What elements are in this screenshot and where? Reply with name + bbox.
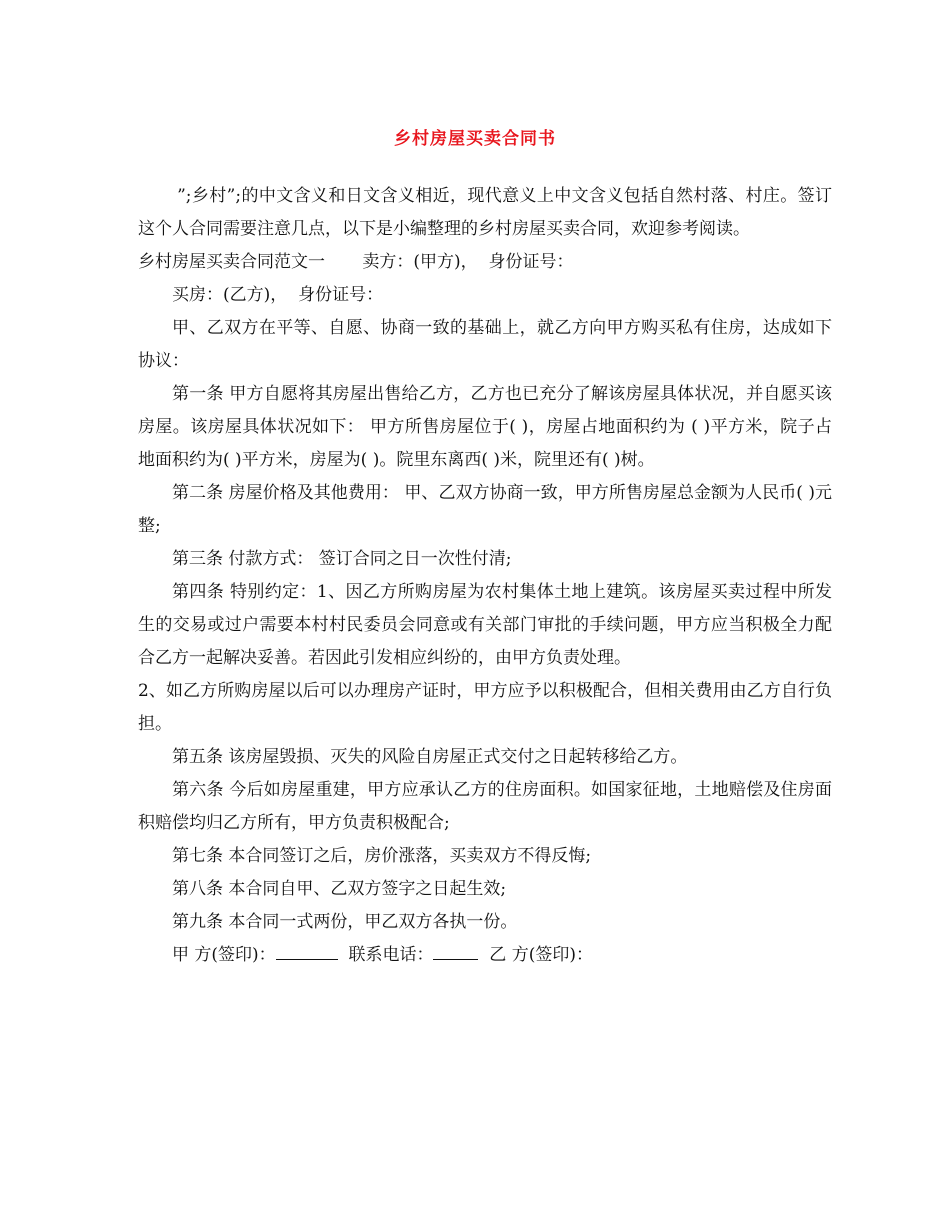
article-4: 第四条 特别约定：1、因乙方所购房屋为农村集体土地上建筑。该房屋买卖过程中所发生的交易或过户需要本村村民委员会同意或有关部门审批的手续问题，甲方应当积极全力配合乙方一起解决妥善。若因此引发相应纠纷的，由甲方负责处理。 (138, 582, 832, 668)
signature-line (138, 939, 832, 972)
intro-paragraph: ”;乡村”;的中文含义和日文含义相近，现代意义上中文含义包括自然村落、村庄。签订这个人合同需要注意几点，以下是小编整理的乡村房屋买卖合同，欢迎参考阅读。 (138, 186, 832, 239)
seller-label: 卖方：(甲方)， (362, 252, 478, 272)
article-6: 第六条 今后如房屋重建，甲方应承认乙方的住房面积。如国家征地，土地赔偿及住房面积赔偿均归乙方所有，甲方负责积极配合; (138, 780, 832, 833)
article-3: 第三条 付款方式： 签订合同之日一次性付清; (172, 549, 512, 569)
phone-blank (433, 944, 478, 960)
seller-line (138, 246, 832, 279)
article-7: 第七条 本合同签订之后，房价涨落，买卖双方不得反悔; (172, 846, 592, 866)
article-9: 第九条 本合同一式两份，甲乙双方各执一份。 (172, 912, 518, 932)
article-4-item-2: 2、如乙方所购房屋以后可以办理房产证时，甲方应予以积极配合，但相关费用由乙方自行负担。 (138, 681, 832, 734)
document-body (138, 180, 832, 972)
document-title: 乡村房屋买卖合同书 (394, 129, 556, 149)
article-8: 第八条 本合同自甲、乙双方签字之日起生效; (172, 879, 507, 899)
article-2: 第二条 房屋价格及其他费用： 甲、乙双方协商一致，甲方所售房屋总金额为人民币( )元整; (138, 483, 832, 536)
seller-id-label: 身份证号： (488, 252, 574, 272)
buyer-label: 买房：(乙方)， (172, 285, 288, 305)
sample-heading: 乡村房屋买卖合同范文一 (138, 252, 325, 272)
party-a-signature-label: 甲 方(签印)： (172, 945, 276, 965)
preamble-paragraph: 甲、乙双方在平等、自愿、协商一致的基础上，就乙方向甲方购买私有住房，达成如下协议： (138, 318, 832, 371)
phone-label: 联系电话： (348, 945, 434, 965)
party-b-signature-label: 乙 方(签印)： (489, 945, 593, 965)
buyer-line (138, 279, 832, 312)
buyer-id-label: 身份证号： (298, 285, 384, 305)
party-a-signature-blank (276, 944, 338, 960)
article-5: 第五条 该房屋毁损、灭失的风险自房屋正式交付之日起转移给乙方。 (172, 747, 688, 767)
article-1: 第一条 甲方自愿将其房屋出售给乙方，乙方也已充分了解该房屋具体状况，并自愿买该房屋。该房屋具体状况如下： 甲方所售房屋位于( )，房屋占地面积约为 ( )平方米，院子占地面积约为( )平方米，房屋为( )。院里东离西( )米，院里还有( )树。 (138, 384, 832, 470)
